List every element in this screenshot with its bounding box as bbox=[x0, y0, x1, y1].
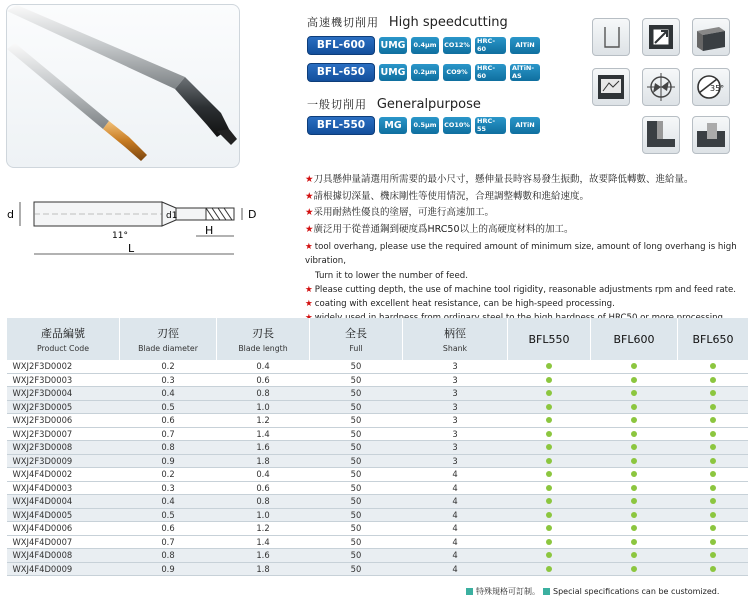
cell-availability bbox=[678, 508, 749, 522]
tag-coating: AlTiN bbox=[510, 37, 540, 54]
cell-product-code: WXJ2F3D0004 bbox=[7, 387, 120, 401]
table-row bbox=[7, 441, 749, 455]
available-dot-icon bbox=[710, 431, 716, 437]
cell-availability bbox=[591, 360, 678, 373]
note-en-1-cont: Turn it to lower the number of feed. bbox=[315, 270, 468, 281]
cnc-machine-icon bbox=[642, 18, 680, 56]
table-row bbox=[7, 427, 749, 441]
cell-availability bbox=[508, 481, 591, 495]
cell-availability bbox=[508, 508, 591, 522]
cell-availability bbox=[678, 468, 749, 482]
cell-full-length: 50 bbox=[310, 522, 403, 536]
cell-blade-diameter: 0.8 bbox=[120, 441, 217, 455]
available-dot-icon bbox=[546, 390, 552, 396]
cell-shank: 3 bbox=[403, 360, 508, 373]
slot-milling-icon bbox=[692, 18, 730, 56]
available-dot-icon bbox=[631, 498, 637, 504]
cell-availability bbox=[508, 387, 591, 401]
available-dot-icon bbox=[710, 498, 716, 504]
cell-product-code: WXJ2F3D0006 bbox=[7, 414, 120, 428]
available-dot-icon bbox=[631, 444, 637, 450]
legend-square-icon bbox=[466, 588, 473, 595]
cell-blade-length: 1.4 bbox=[217, 535, 310, 549]
cell-product-code: WXJ4F4D0003 bbox=[7, 481, 120, 495]
cell-shank: 3 bbox=[403, 454, 508, 468]
cell-full-length: 50 bbox=[310, 508, 403, 522]
cell-availability bbox=[591, 522, 678, 536]
model-badge: BFL-650 bbox=[307, 63, 375, 82]
available-dot-icon bbox=[710, 539, 716, 545]
cell-availability bbox=[678, 481, 749, 495]
tag-coating: AlTiN-AS bbox=[510, 64, 540, 81]
cell-blade-diameter: 0.9 bbox=[120, 454, 217, 468]
cell-blade-diameter: 0.7 bbox=[120, 535, 217, 549]
note-cn-3: ★采用耐熱性優良的塗層，可進行高速加工。 bbox=[305, 207, 495, 218]
cell-availability bbox=[508, 454, 591, 468]
available-dot-icon bbox=[631, 431, 637, 437]
cell-availability bbox=[591, 454, 678, 468]
cell-availability bbox=[591, 535, 678, 549]
cell-full-length: 50 bbox=[310, 495, 403, 509]
cell-blade-length: 1.8 bbox=[217, 454, 310, 468]
tag-grade: MG bbox=[379, 117, 407, 134]
cell-blade-diameter: 0.2 bbox=[120, 360, 217, 373]
cell-full-length: 50 bbox=[310, 562, 403, 576]
cell-availability bbox=[591, 562, 678, 576]
cell-blade-diameter: 0.6 bbox=[120, 414, 217, 428]
high-speed-title-cn: 高速機切削用 bbox=[307, 16, 379, 29]
cell-product-code: WXJ2F3D0003 bbox=[7, 373, 120, 387]
model-badge: BFL-550 bbox=[307, 116, 375, 135]
cell-blade-diameter: 0.2 bbox=[120, 468, 217, 482]
general-title-en: Generalpurpose bbox=[376, 97, 481, 112]
cell-availability bbox=[591, 387, 678, 401]
tag-grain: 0.5μm bbox=[411, 117, 439, 134]
note-cn-4: ★廣泛用于從普通鋼到硬度爲HRC50以上的高硬度材料的加工。 bbox=[305, 223, 574, 235]
cell-availability bbox=[678, 549, 749, 563]
available-dot-icon bbox=[546, 525, 552, 531]
col-bfl650: BFL650 bbox=[678, 318, 749, 360]
available-dot-icon bbox=[546, 431, 552, 437]
cell-availability bbox=[591, 495, 678, 509]
available-dot-icon bbox=[546, 377, 552, 383]
cell-availability bbox=[678, 495, 749, 509]
cell-availability bbox=[678, 360, 749, 373]
available-dot-icon bbox=[710, 363, 716, 369]
cell-availability bbox=[591, 508, 678, 522]
dim-label-L: L bbox=[128, 242, 135, 255]
available-dot-icon bbox=[546, 512, 552, 518]
cell-full-length: 50 bbox=[310, 400, 403, 414]
col-full-length: 全長 Full bbox=[310, 318, 403, 360]
cell-availability bbox=[508, 535, 591, 549]
flute-section-icon bbox=[642, 68, 680, 106]
available-dot-icon bbox=[710, 566, 716, 572]
cell-blade-length: 1.2 bbox=[217, 414, 310, 428]
cell-blade-length: 1.8 bbox=[217, 562, 310, 576]
spec-table bbox=[6, 318, 748, 576]
available-dot-icon bbox=[710, 552, 716, 558]
dim-label-d: d bbox=[7, 208, 14, 221]
cell-full-length: 50 bbox=[310, 373, 403, 387]
cell-product-code: WXJ4F4D0002 bbox=[7, 468, 120, 482]
cell-full-length: 50 bbox=[310, 468, 403, 482]
available-dot-icon bbox=[631, 525, 637, 531]
available-dot-icon bbox=[546, 417, 552, 423]
cell-product-code: WXJ4F4D0008 bbox=[7, 549, 120, 563]
dim-label-d1: d1 bbox=[166, 211, 178, 221]
available-dot-icon bbox=[710, 417, 716, 423]
general-title bbox=[307, 96, 481, 112]
col-bfl550: BFL550 bbox=[508, 318, 591, 360]
cell-availability bbox=[678, 400, 749, 414]
cell-availability bbox=[591, 414, 678, 428]
cell-availability bbox=[678, 441, 749, 455]
available-dot-icon bbox=[546, 458, 552, 464]
cell-blade-length: 1.0 bbox=[217, 508, 310, 522]
cell-availability bbox=[678, 454, 749, 468]
cell-blade-length: 1.6 bbox=[217, 549, 310, 563]
footer-cn: 特殊規格可訂制。 bbox=[476, 587, 540, 596]
cell-availability bbox=[591, 400, 678, 414]
helix-angle-icon bbox=[692, 68, 730, 106]
pocket-milling-icon bbox=[692, 116, 730, 154]
table-row bbox=[7, 508, 749, 522]
shoulder-milling-icon bbox=[592, 18, 630, 56]
cell-shank: 4 bbox=[403, 522, 508, 536]
cell-blade-diameter: 0.9 bbox=[120, 562, 217, 576]
available-dot-icon bbox=[631, 552, 637, 558]
cell-availability bbox=[508, 549, 591, 563]
notes-cn bbox=[305, 172, 750, 238]
cell-blade-diameter: 0.4 bbox=[120, 387, 217, 401]
cell-full-length: 50 bbox=[310, 481, 403, 495]
available-dot-icon bbox=[546, 404, 552, 410]
cell-shank: 3 bbox=[403, 387, 508, 401]
table-row bbox=[7, 562, 749, 576]
cell-full-length: 50 bbox=[310, 414, 403, 428]
cell-shank: 3 bbox=[403, 373, 508, 387]
cell-full-length: 50 bbox=[310, 387, 403, 401]
available-dot-icon bbox=[710, 458, 716, 464]
table-row bbox=[7, 400, 749, 414]
cell-blade-length: 1.4 bbox=[217, 427, 310, 441]
product-photo bbox=[6, 4, 240, 168]
tag-cobalt: CO9% bbox=[443, 64, 471, 81]
note-en-1: ★ tool overhang, please use the required amount of minimum size, amount of long overhang is high vibration, bbox=[305, 242, 737, 267]
cell-full-length: 50 bbox=[310, 441, 403, 455]
cell-blade-length: 0.8 bbox=[217, 387, 310, 401]
cell-availability bbox=[508, 562, 591, 576]
available-dot-icon bbox=[546, 485, 552, 491]
legend-square-icon bbox=[543, 588, 550, 595]
available-dot-icon bbox=[710, 390, 716, 396]
available-dot-icon bbox=[631, 471, 637, 477]
tag-hardness: HRC-60 bbox=[475, 64, 506, 81]
available-dot-icon bbox=[631, 363, 637, 369]
tag-cobalt: CO10% bbox=[443, 117, 471, 134]
cell-shank: 3 bbox=[403, 441, 508, 455]
cell-availability bbox=[678, 387, 749, 401]
cell-availability bbox=[508, 373, 591, 387]
col-blade-length: 刃長 Blade length bbox=[217, 318, 310, 360]
cell-availability bbox=[678, 414, 749, 428]
table-row bbox=[7, 549, 749, 563]
cell-shank: 4 bbox=[403, 562, 508, 576]
available-dot-icon bbox=[546, 498, 552, 504]
available-dot-icon bbox=[710, 471, 716, 477]
cell-blade-diameter: 0.5 bbox=[120, 508, 217, 522]
cell-full-length: 50 bbox=[310, 454, 403, 468]
cell-blade-length: 1.2 bbox=[217, 522, 310, 536]
tag-hardness: HRC-55 bbox=[475, 117, 506, 134]
tag-grain: 0.2μm bbox=[411, 64, 439, 81]
cell-blade-diameter: 0.7 bbox=[120, 427, 217, 441]
cell-availability bbox=[678, 427, 749, 441]
cell-availability bbox=[508, 495, 591, 509]
cell-full-length: 50 bbox=[310, 360, 403, 373]
tag-coating: AlTiN bbox=[510, 117, 540, 134]
table-body bbox=[7, 360, 749, 576]
cell-shank: 3 bbox=[403, 400, 508, 414]
cell-availability bbox=[591, 481, 678, 495]
series-row-bfl600 bbox=[307, 36, 540, 54]
col-bfl600: BFL600 bbox=[591, 318, 678, 360]
cell-availability bbox=[678, 562, 749, 576]
cell-shank: 4 bbox=[403, 481, 508, 495]
available-dot-icon bbox=[631, 485, 637, 491]
cell-availability bbox=[508, 360, 591, 373]
available-dot-icon bbox=[631, 377, 637, 383]
cell-availability bbox=[591, 441, 678, 455]
cell-blade-diameter: 0.6 bbox=[120, 522, 217, 536]
cell-availability bbox=[678, 522, 749, 536]
table-row bbox=[7, 373, 749, 387]
cell-product-code: WXJ2F3D0005 bbox=[7, 400, 120, 414]
cell-availability bbox=[508, 522, 591, 536]
cell-blade-diameter: 0.4 bbox=[120, 495, 217, 509]
cell-availability bbox=[508, 400, 591, 414]
available-dot-icon bbox=[631, 566, 637, 572]
cell-blade-length: 0.4 bbox=[217, 468, 310, 482]
available-dot-icon bbox=[710, 444, 716, 450]
end-mill-image bbox=[7, 5, 239, 167]
note-cn-2: ★請根據切深量、機床剛性等使用情況，合理調整轉數和進給速度。 bbox=[305, 190, 590, 202]
footer-en: Special specifications can be customized. bbox=[553, 587, 720, 596]
available-dot-icon bbox=[710, 404, 716, 410]
model-badge: BFL-600 bbox=[307, 36, 375, 55]
cell-blade-diameter: 0.8 bbox=[120, 549, 217, 563]
cell-blade-length: 0.6 bbox=[217, 373, 310, 387]
cell-full-length: 50 bbox=[310, 427, 403, 441]
tag-hardness: HRC-60 bbox=[475, 37, 506, 54]
available-dot-icon bbox=[631, 539, 637, 545]
cell-blade-length: 0.4 bbox=[217, 360, 310, 373]
table-header-row bbox=[7, 318, 749, 360]
table-row bbox=[7, 360, 749, 373]
table-row bbox=[7, 468, 749, 482]
cell-shank: 4 bbox=[403, 468, 508, 482]
cell-product-code: WXJ2F3D0002 bbox=[7, 360, 120, 373]
table-row bbox=[7, 387, 749, 401]
col-blade-diameter: 刃徑 Blade diameter bbox=[120, 318, 217, 360]
cell-blade-diameter: 0.5 bbox=[120, 400, 217, 414]
table-row bbox=[7, 495, 749, 509]
cell-blade-length: 1.0 bbox=[217, 400, 310, 414]
cell-full-length: 50 bbox=[310, 535, 403, 549]
cell-product-code: WXJ4F4D0006 bbox=[7, 522, 120, 536]
available-dot-icon bbox=[546, 471, 552, 477]
available-dot-icon bbox=[710, 377, 716, 383]
cell-blade-length: 1.6 bbox=[217, 441, 310, 455]
helix-angle-label: 35° bbox=[710, 84, 725, 93]
cell-product-code: WXJ2F3D0009 bbox=[7, 454, 120, 468]
available-dot-icon bbox=[546, 566, 552, 572]
cell-availability bbox=[508, 468, 591, 482]
cell-product-code: WXJ4F4D0005 bbox=[7, 508, 120, 522]
cell-blade-length: 0.6 bbox=[217, 481, 310, 495]
table-row bbox=[7, 414, 749, 428]
cell-availability bbox=[508, 414, 591, 428]
series-row-bfl650 bbox=[307, 63, 540, 81]
cell-blade-length: 0.8 bbox=[217, 495, 310, 509]
table-row bbox=[7, 522, 749, 536]
col-product-code: 產品編號 Product Code bbox=[7, 318, 120, 360]
cell-availability bbox=[678, 373, 749, 387]
available-dot-icon bbox=[546, 444, 552, 450]
cell-product-code: WXJ2F3D0008 bbox=[7, 441, 120, 455]
cell-availability bbox=[591, 427, 678, 441]
table-row bbox=[7, 454, 749, 468]
cell-shank: 4 bbox=[403, 535, 508, 549]
dim-label-angle: 11° bbox=[112, 231, 128, 241]
available-dot-icon bbox=[546, 552, 552, 558]
cell-availability bbox=[508, 441, 591, 455]
available-dot-icon bbox=[631, 512, 637, 518]
cell-product-code: WXJ4F4D0004 bbox=[7, 495, 120, 509]
cell-availability bbox=[678, 535, 749, 549]
cell-shank: 3 bbox=[403, 427, 508, 441]
tool-dimension-diagram bbox=[0, 190, 270, 264]
cell-availability bbox=[591, 549, 678, 563]
tag-cobalt: CO12% bbox=[443, 37, 471, 54]
cell-product-code: WXJ4F4D0009 bbox=[7, 562, 120, 576]
cell-blade-diameter: 0.3 bbox=[120, 373, 217, 387]
col-shank: 柄徑 Shank bbox=[403, 318, 508, 360]
cell-availability bbox=[591, 373, 678, 387]
available-dot-icon bbox=[546, 363, 552, 369]
tag-grade: UMG bbox=[379, 64, 407, 81]
cell-shank: 3 bbox=[403, 414, 508, 428]
general-title-cn: 一般切削用 bbox=[307, 98, 367, 111]
available-dot-icon bbox=[631, 390, 637, 396]
dim-label-H: H bbox=[205, 224, 214, 237]
cell-product-code: WXJ4F4D0007 bbox=[7, 535, 120, 549]
available-dot-icon bbox=[710, 525, 716, 531]
machine-panel-icon bbox=[592, 68, 630, 106]
cell-product-code: WXJ2F3D0007 bbox=[7, 427, 120, 441]
note-en-3: ★ coating with excellent heat resistance, can be high-speed processing. bbox=[305, 299, 615, 310]
corner-milling-icon bbox=[642, 116, 680, 154]
note-en-2: ★ Please cutting depth, the use of machine tool rigidity, reasonable adjustments rpm and feed rate. bbox=[305, 284, 736, 295]
high-speed-title bbox=[307, 14, 508, 30]
available-dot-icon bbox=[631, 404, 637, 410]
tag-grain: 0.4μm bbox=[411, 37, 439, 54]
cell-full-length: 50 bbox=[310, 549, 403, 563]
high-speed-title-en: High speedcutting bbox=[388, 15, 508, 30]
table-row bbox=[7, 481, 749, 495]
dim-label-D: D bbox=[248, 208, 257, 221]
available-dot-icon bbox=[710, 512, 716, 518]
note-cn-1: ★刀具懸伸量請選用所需要的最小尺寸，懸伸量長時容易發生振動，故要降低轉數、進給量。 bbox=[305, 174, 694, 185]
available-dot-icon bbox=[631, 458, 637, 464]
cell-shank: 4 bbox=[403, 549, 508, 563]
cell-shank: 4 bbox=[403, 508, 508, 522]
tag-grade: UMG bbox=[379, 37, 407, 54]
cell-availability bbox=[508, 427, 591, 441]
available-dot-icon bbox=[631, 417, 637, 423]
available-dot-icon bbox=[710, 485, 716, 491]
footer-note bbox=[466, 586, 719, 597]
series-row-bfl550 bbox=[307, 116, 540, 134]
cell-shank: 4 bbox=[403, 495, 508, 509]
available-dot-icon bbox=[546, 539, 552, 545]
table-row bbox=[7, 535, 749, 549]
cell-blade-diameter: 0.3 bbox=[120, 481, 217, 495]
cell-availability bbox=[591, 468, 678, 482]
